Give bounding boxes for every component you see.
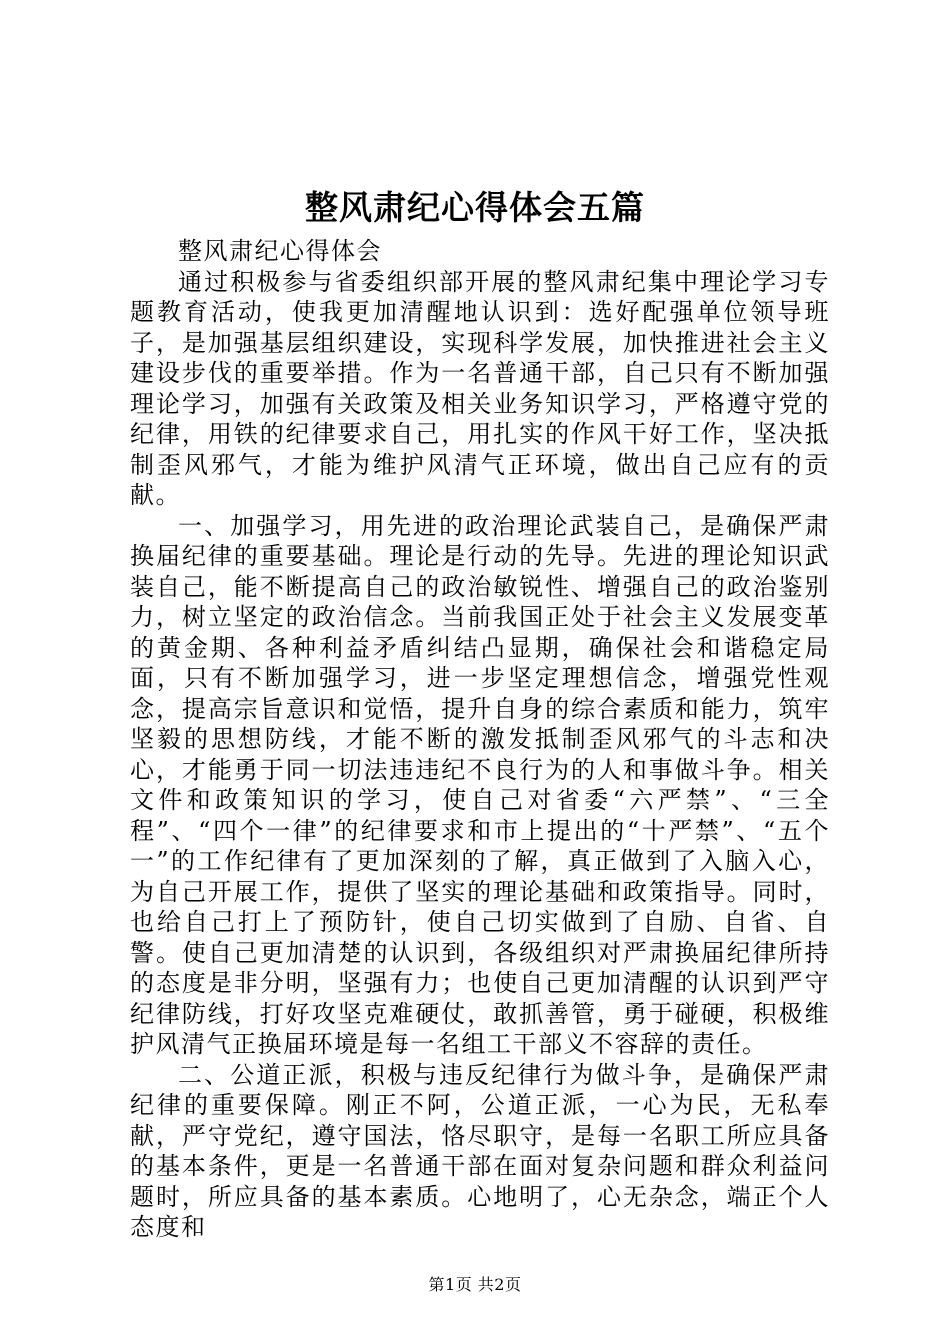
page-footer: 第1页 共2页	[428, 1275, 522, 1294]
section-two-paragraph: 二、公道正派，积极与违反纪律行为做斗争，是确保严肃纪律的重要保障。刚正不阿，公道正派，一心为民，无私奉献，严守党纪，遵守国法，恪尽职守，是每一名职工所应具备的基本条件，更是一名普通干部在面对复杂问题和群众利益问题时，所应具备的基本素质。心地明了，心无杂念，端正个人态度和	[130, 1060, 830, 1241]
section-one-paragraph: 一、加强学习，用先进的政治理论武装自己，是确保严肃换届纪律的重要基础。理论是行动的先导。先进的理论知识武装自己，能不断提高自己的政治敏锐性、增强自己的政治鉴别力，树立坚定的政治信念。当前我国正处于社会主义发展变革的黄金期、各种利益矛盾纠结凸显期，确保社会和谐稳定局面，只有不断加强学习，进一步坚定理想信念，增强党性观念，提高宗旨意识和觉悟，提升自身的综合素质和能力，筑牢坚毅的思想防线，才能不断的激发抵制歪风邪气的斗志和决心，才能勇于同一切法违违纪不良行为的人和事做斗争。相关文件和政策知识的学习，使自己对省委“六严禁”、“三全程”、“四个一律”的纪律要求和市上提出的“十严禁”、“五个一”的工作纪律有了更加深刻的了解，真正做到了入脑入心，为自己开展工作，提供了坚实的理论基础和政策指导。同时，也给自己打上了预防针，使自己切实做到了自励、自省、自警。使自己更加清楚的认识到，各级组织对严肃换届纪律所持的态度是非分明，坚强有力；也使自己更加清醒的认识到严守纪律防线，打好攻坚克难硬仗，敢抓善管，勇于碰硬，积极维护风清气正换届环境是每一名组工干部义不容辞的责任。	[130, 511, 830, 1058]
intro-paragraph: 通过积极参与省委组织部开展的整风肃纪集中理论学习专题教育活动，使我更加清醒地认识到：选好配强单位领导班子，是加强基层组织建设，实现科学发展，加快推进社会主义建设步伐的重要举措。作为一名普通干部，自己只有不断加强理论学习，加强有关政策及相关业务知识学习，严格遵守党的纪律，用铁的纪律要求自己，用扎实的作风干好工作，坚决抵制歪风邪气，才能为维护风清气正环境，做出自己应有的贡献。	[130, 267, 830, 509]
subtitle-paragraph: 整风肃纪心得体会	[178, 237, 382, 265]
document-title: 整风肃纪心得体会五篇	[305, 188, 645, 227]
document-body	[130, 236, 830, 1243]
